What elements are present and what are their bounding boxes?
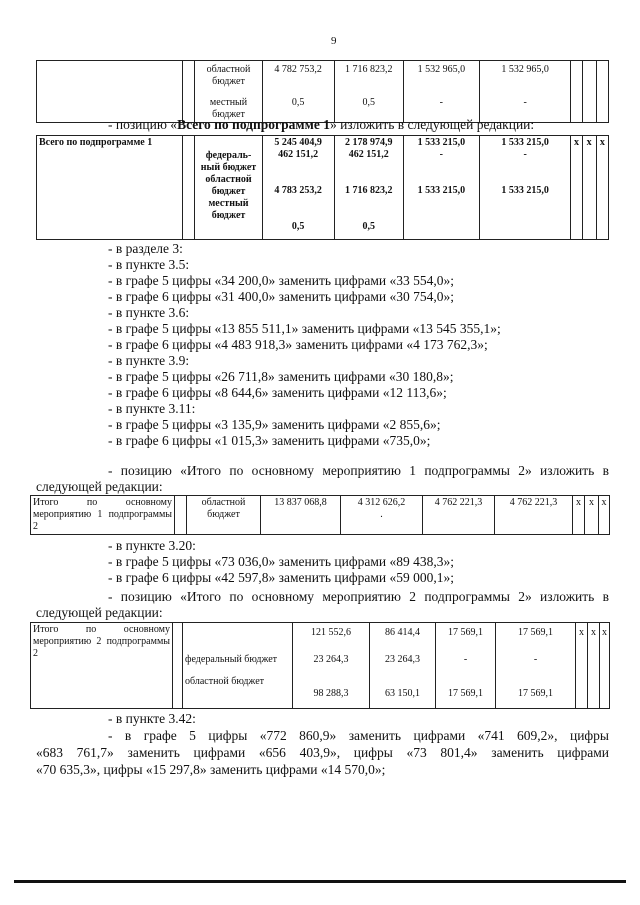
federal-value: -	[439, 149, 443, 160]
budget-table-continuation	[36, 60, 609, 123]
stray-mark: .	[380, 509, 383, 520]
amendment-line: - в разделе 3:	[108, 241, 183, 256]
total-value: 1 533 215,0	[417, 137, 466, 148]
empty-cell	[183, 136, 195, 240]
amendment-line: - в графе 5 цифры «772 860,9» заменить цифрами «741 609,2», цифры	[108, 728, 609, 743]
federal-value: 23 264,3	[313, 654, 349, 665]
page-number: 9	[331, 35, 337, 47]
amendment-line: - в графе 6 цифры «31 400,0» заменить цифрами «30 754,0»;	[108, 289, 454, 304]
amendment-line: - в графе 5 цифры «73 036,0» заменить цифрами «89 438,3»;	[108, 554, 454, 569]
total-value: 5 245 404,9	[274, 137, 322, 148]
x-cell: x	[596, 136, 608, 240]
regional-value: 1 716 823,2	[344, 185, 393, 196]
bottom-rule	[14, 880, 626, 883]
value-cell: -	[439, 97, 443, 108]
x-cell: x	[582, 136, 596, 240]
amendment-list	[108, 538, 454, 586]
amendment-line: - в пункте 3.6:	[108, 305, 190, 320]
empty-cell	[571, 61, 582, 123]
instruction-paragraph	[108, 117, 534, 133]
amendment-line: - в графе 5 цифры «13 855 511,1» заменить цифрами «13 545 355,1»;	[108, 321, 501, 336]
empty-cell	[582, 61, 596, 123]
measure2-total-table	[30, 622, 610, 709]
regional-value: 1 533 215,0	[501, 185, 549, 196]
amendment-line: - в графе 6 цифры «8 644,6» заменить цифрами «12 113,6»;	[108, 385, 447, 400]
instruction-paragraph-line1: - позицию «Итого по основному мероприятию 1 подпрограммы 2» изложить в	[108, 463, 609, 478]
regional-value: 4 783 253,2	[274, 185, 322, 196]
row-title	[31, 496, 175, 535]
value-cell: 13 837 068,8	[261, 496, 341, 535]
value-cell: 1 716 823,2	[344, 64, 393, 75]
budget-label-federal: федеральный бюджет	[185, 654, 278, 665]
empty-cell	[175, 496, 187, 535]
text-fragment: » изложить в следующей редакции:	[329, 117, 535, 132]
budget-label-local: местный бюджет	[209, 97, 248, 120]
amendment-line: - в графе 5 цифры «26 711,8» заменить цифрами «30 180,8»;	[108, 369, 454, 384]
budget-label-regional: областной бюджет	[187, 496, 261, 535]
federal-value: 23 264,3	[385, 654, 420, 665]
x-cell: x	[600, 623, 610, 709]
value-cell: 1 532 965,0	[501, 64, 549, 75]
instruction-paragraph-line2: следующей редакции:	[36, 479, 163, 494]
x-cell: x	[573, 496, 585, 535]
value-cell: 0,5	[291, 97, 305, 108]
value-cell: 4 782 753,2	[274, 64, 322, 75]
text-fragment: - позицию «	[108, 117, 178, 132]
federal-value: -	[533, 654, 538, 665]
x-cell: x	[571, 136, 582, 240]
value-cell: 1 532 965,0	[417, 64, 466, 75]
measure1-total-table	[30, 495, 610, 535]
instruction-paragraph-line1: - позицию «Итого по основному мероприятию 2 подпрограммы 2» изложить в	[108, 589, 609, 604]
row-title: Всего по подпрограмме 1	[37, 136, 183, 240]
local-value: 0,5	[362, 221, 375, 232]
amendment-line: - в пункте 3.42:	[108, 711, 196, 726]
value-cell: 4 762 221,3	[423, 496, 495, 535]
federal-value: -	[523, 149, 527, 160]
amendment-line: - в пункте 3.9:	[108, 353, 190, 368]
total-value: 2 178 974,9	[344, 137, 393, 148]
bold-fragment: Всего по подпрограмме 1	[177, 117, 330, 132]
regional-value: 63 150,1	[385, 688, 420, 699]
budget-label-regional: областной бюджет	[185, 676, 265, 687]
amendment-line: - в графе 5 цифры «3 135,9» заменить цифрами «2 855,6»;	[108, 417, 441, 432]
total-value: 17 569,1	[518, 627, 553, 638]
x-cell: x	[588, 623, 600, 709]
amendment-line: - в графе 6 цифры «1 015,3» заменить цифрами «735,0»;	[108, 433, 431, 448]
subprogram-total-table	[36, 135, 609, 240]
amendment-line: - в пункте 3.20:	[108, 538, 196, 553]
value-cell: -	[523, 97, 527, 108]
row-title-text: Итого по основному мероприятию 1 подпрограммы 2	[33, 497, 172, 532]
amendment-line: - в графе 6 цифры «4 483 918,3» заменить цифрами «4 173 762,3»;	[108, 337, 488, 352]
value-cell: 4 762 221,3	[495, 496, 573, 535]
amendment-line: - в пункте 3.11:	[108, 401, 196, 416]
total-value: 1 533 215,0	[501, 137, 549, 148]
empty-cell	[173, 623, 183, 709]
federal-value: -	[463, 654, 468, 665]
regional-value: 17 569,1	[518, 688, 553, 699]
empty-cell	[596, 61, 608, 123]
value-cell: 0,5	[362, 97, 375, 108]
regional-value: 17 569,1	[448, 688, 483, 699]
regional-value: 98 288,3	[313, 688, 349, 699]
x-cell: x	[576, 623, 588, 709]
total-value: 121 552,6	[311, 627, 351, 638]
amendment-line: «683 761,7» заменить цифрами «656 403,9», цифры «73 801,4» заменить цифрами	[36, 745, 609, 760]
value-cell: 4 312 626,2	[357, 497, 406, 508]
total-value: 86 414,4	[385, 627, 420, 638]
total-value: 17 569,1	[448, 627, 483, 638]
x-cell: x	[585, 496, 599, 535]
budget-label-regional: областной бюджет	[205, 174, 252, 197]
amendment-line: - в пункте 3.5:	[108, 257, 190, 272]
budget-label-federal: федераль-ный бюджет	[200, 150, 257, 173]
empty-cell	[37, 61, 183, 123]
amendment-line: - в графе 5 цифры «34 200,0» заменить цифрами «33 554,0»;	[108, 273, 454, 288]
amendment-line: - в графе 6 цифры «42 597,8» заменить цифрами «59 000,1»;	[108, 570, 454, 585]
instruction-paragraph-line2: следующей редакции:	[36, 605, 163, 620]
federal-value: 462 151,2	[278, 149, 319, 160]
row-title-text: Итого по основному мероприятию 2 подпрограммы 2	[33, 624, 170, 659]
federal-value: 462 151,2	[348, 149, 389, 160]
amendment-list	[108, 241, 501, 449]
regional-value: 1 533 215,0	[417, 185, 466, 196]
empty-cell	[183, 61, 195, 123]
amendment-line: «70 635,3», цифры «15 297,8» заменить цифрами «14 570,0»;	[36, 762, 386, 777]
x-cell: x	[599, 496, 610, 535]
local-value: 0,5	[291, 221, 305, 232]
budget-label-regional: областной бюджет	[206, 64, 251, 87]
row-title	[31, 623, 173, 709]
budget-label-local: местный бюджет	[208, 198, 249, 221]
